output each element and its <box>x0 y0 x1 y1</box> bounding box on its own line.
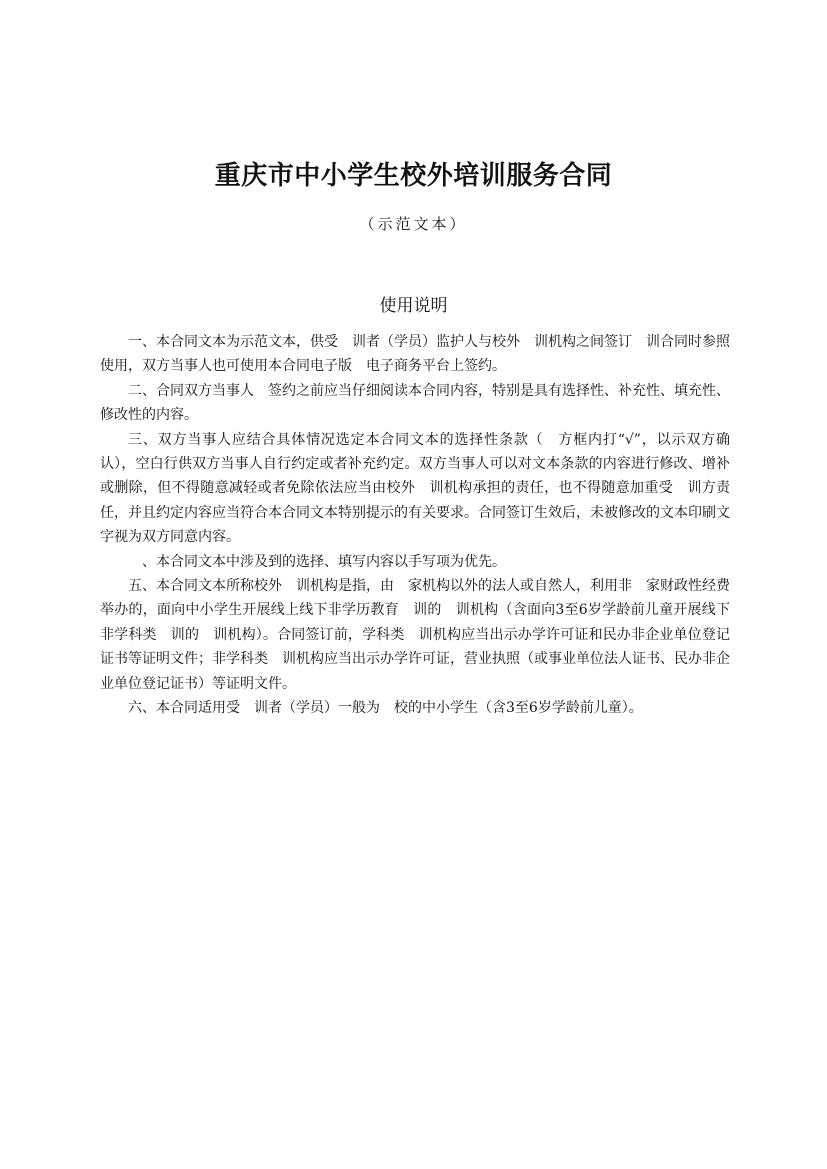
instruction-paragraph-6: 六、本合同适用受 训者（学员）一般为 校的中小学生（含3至6岁学龄前儿童）。 <box>128 700 643 717</box>
usage-instructions-heading: 使用说明 <box>379 296 448 316</box>
document-title: 重庆市中小学生校外培训服务合同 <box>214 161 613 191</box>
instruction-paragraph-2: 二、合同双方当事人 签约之前应当仔细阅读本合同内容，特别是具有选择性、补充性、填充性、修改性的内容。 <box>100 382 730 424</box>
document-subtitle: （示范文本） <box>359 215 468 233</box>
instruction-paragraph-4: 、本合同文本中涉及到的选择、填写内容以手写项为优先。 <box>128 553 506 570</box>
instruction-paragraph-3: 三、双方当事人应结合具体情况选定本合同文本的选择性条款（ 方框内打“√”，以示双方确认），空白行供双方当事人自行约定或者补充约定。双方当事人可以对文本条款的内容进行修改、增补或删除，但不得随意减轻或者免除依法应当由校外 训机构承担的责任，也不得随意加重受 训方责任，并且约定内容应当符合本合同文本特别提示的有关要求。合同签订生效后，未被修改的文本印刷文字视为双方同意内容。 <box>100 431 730 546</box>
instruction-paragraph-1: 一、本合同文本为示范文本，供受 训者（学员）监护人与校外 训机构之间签订 训合同时参照使用，双方当事人也可使用本合同电子版 电子商务平台上签约。 <box>100 334 730 375</box>
usage-instructions-body <box>100 330 730 721</box>
instruction-paragraph-5: 五、本合同文本所称校外 训机构是指，由 家机构以外的法人或自然人，利用非 家财政性经费举办的，面向中小学生开展线上线下非学历教育 训的 训机构（含面向3至6岁学龄前儿童开展线下非学科类 训的 训机构）。合同签订前，学科类 训机构应当出示办学许可证和民办非企业单位登记证书等证明文件；非学科类 训机构应当出示办学许可证，营业执照（或事业单位法人证书、民办非企业单位登记证书）等证明文件。 <box>100 578 730 692</box>
